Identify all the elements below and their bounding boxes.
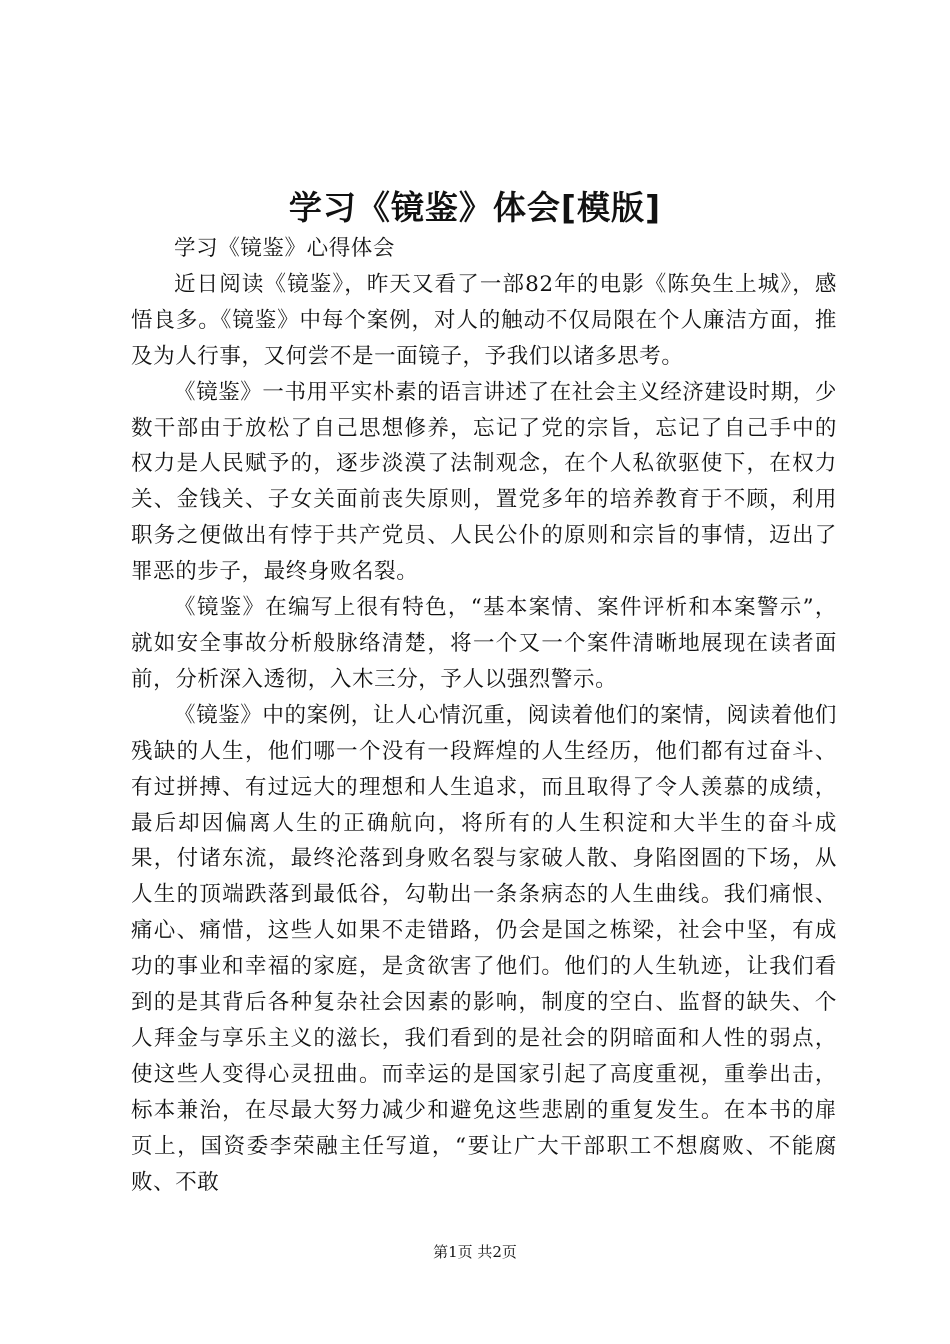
- paragraph: 《镜鉴》中的案例，让人心情沉重，阅读着他们的案情，阅读着他们残缺的人生，他们哪一个没有一段辉煌的人生经历，他们都有过奋斗、有过拼搏、有过远大的理想和人生追求，而且取得了令人羡慕的成绩，最后却因偏离人生的正确航向，将所有的人生积淀和大半生的奋斗成果，付诸东流，最终沦落到身败名裂与家破人散、身陷囹圄的下场，从人生的顶端跌落到最低谷，勾勒出一条条病态的人生曲线。我们痛恨、痛心、痛惜，这些人如果不走错路，仍会是国之栋梁，社会中坚，有成功的事业和幸福的家庭，是贪欲害了他们。他们的人生轨迹，让我们看到的是其背后各种复杂社会因素的影响，制度的空白、监督的缺失、个人拜金与享乐主义的滋长，我们看到的是社会的阴暗面和人性的弱点，使这些人变得心灵扭曲。而幸运的是国家引起了高度重视，重拳出击，标本兼治，在尽最大努力减少和避免这些悲剧的重复发生。在本书的扉页上，国资委李荣融主任写道，“要让广大干部职工不想腐败、不能腐败、不敢: [131, 702, 838, 1195]
- page-footer: 第1页 共2页: [433, 1243, 517, 1261]
- paragraph: 《镜鉴》一书用平实朴素的语言讲述了在社会主义经济建设时期，少数干部由于放松了自己思想修养，忘记了党的宗旨，忘记了自己手中的权力是人民赋予的，逐步淡漠了法制观念，在个人私欲驱使下，在权力关、金钱关、子女关面前丧失原则，置党多年的培养教育于不顾，利用职务之便做出有悖于共产党员、人民公仆的原则和宗旨的事情，迈出了罪恶的步子，最终身败名裂。: [131, 379, 838, 585]
- paragraph-subtitle: 学习《镜鉴》心得体会: [174, 236, 396, 261]
- document-body: [131, 231, 837, 1200]
- paragraph: 近日阅读《镜鉴》，昨天又看了一部82年的电影《陈奂生上城》，感悟良多。《镜鉴》中每个案例，对人的触动不仅局限在个人廉洁方面，推及为人行事，又何尝不是一面镜子，予我们以诸多思考。: [131, 271, 837, 369]
- paragraph: 《镜鉴》在编写上很有特色，“基本案情、案件评析和本案警示”，就如安全事故分析般脉络清楚，将一个又一个案件清晰地展现在读者面前，分析深入透彻，入木三分，予人以强烈警示。: [131, 595, 837, 692]
- document-title: 学习《镜鉴》体会[模版]: [288, 188, 662, 227]
